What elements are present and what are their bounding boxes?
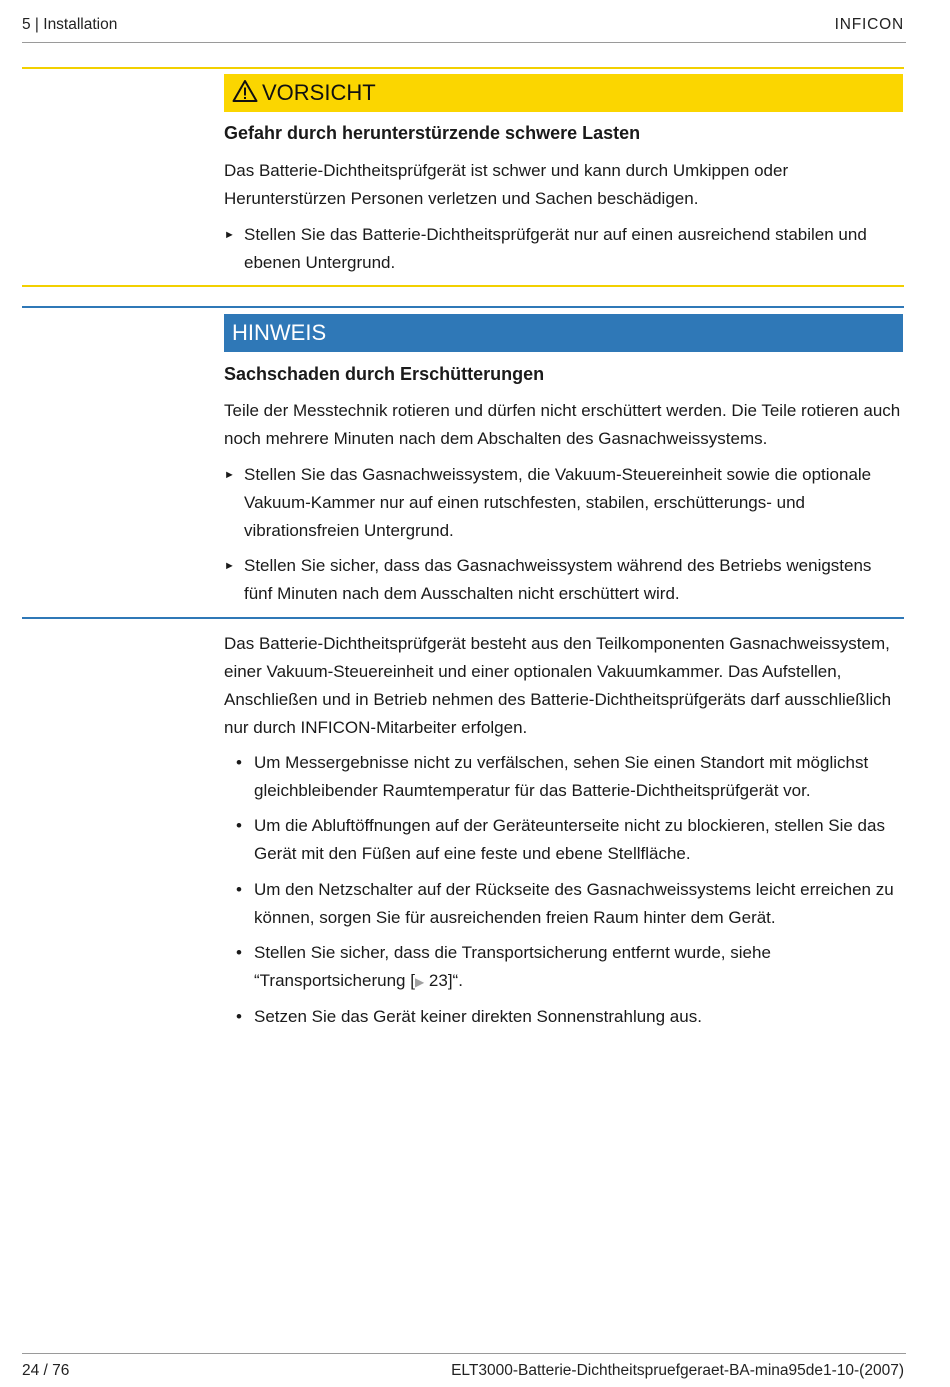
list-item [236, 939, 904, 996]
caution-banner [224, 74, 903, 112]
notice-title: Sachschaden durch Erschütterungen [224, 364, 545, 384]
list-item-text: Um die Abluftöffnungen auf der Geräteunterseite nicht zu blockieren, stellen Sie das Gerät mit den Füßen auf eine feste und ebene Stellfläche. [254, 816, 885, 863]
list-item [236, 1003, 904, 1031]
caution-title: Gefahr durch herunterstürzende schwere Lasten [224, 123, 641, 143]
notice-top-rule [22, 306, 904, 308]
arrow-right-icon: ► [224, 560, 235, 572]
notice-bottom-rule [22, 617, 904, 619]
notice-banner [224, 314, 903, 352]
section-title: 5 | Installation [22, 16, 118, 33]
notice-action-item [224, 552, 904, 608]
bullet-icon: • [236, 753, 242, 772]
cross-reference-arrow-icon: ▶ [414, 975, 425, 989]
page-footer [22, 1353, 906, 1384]
cross-reference-link[interactable]: 23 [428, 971, 448, 990]
list-item [236, 749, 904, 805]
caution-action-item [224, 221, 904, 277]
list-item-text: Setzen Sie das Gerät keiner direkten Sonnenstrahlung aus. [254, 1007, 702, 1026]
arrow-right-icon: ► [224, 229, 235, 241]
page-header [22, 14, 906, 43]
warning-triangle-icon [232, 79, 258, 103]
xref-text-before: Stellen Sie sicher, dass die Transportsicherung entfernt wurde, siehe “Transportsicherung [ [254, 943, 771, 990]
caution-text: Das Batterie-Dichtheitsprüfgerät ist schwer und kann durch Umkippen oder Herunterstürzen Personen verletzen und Sachen beschädigen. [224, 161, 789, 208]
caution-top-rule [22, 67, 904, 69]
intro-paragraph: Das Batterie-Dichtheitsprüfgerät besteht aus den Teilkomponenten Gasnachweissystem, einer Vakuum-Steuereinheit und einer optionalen Vakuumkammer. Das Aufstellen, Anschließen und in Betrieb nehmen des Batterie-Dichtheitsprüfgeräts darf ausschließlich nur durch INFICON-Mitarbeiter erfolgen. [224, 634, 892, 737]
list-item-text: Um Messergebnisse nicht zu verfälschen, sehen Sie einen Standort mit möglichst gleichbleibender Raumtemperatur für das Batterie-Dichtheitsprüfgerät vor. [254, 753, 869, 800]
xref-text-after: ]“. [447, 971, 463, 990]
bullet-icon: • [236, 880, 242, 899]
caution-action-text: Stellen Sie das Batterie-Dichtheitsprüfgerät nur auf einen ausreichend stabilen und ebenen Untergrund. [244, 225, 867, 272]
notice-label: HINWEIS [232, 320, 327, 345]
bullet-icon: • [236, 1007, 242, 1026]
arrow-right-icon: ► [224, 469, 235, 481]
notice-action-text: Stellen Sie sicher, dass das Gasnachweissystem während des Betriebs wenigstens fünf Minuten nach dem Ausschalten nicht erschüttert wird. [244, 556, 872, 603]
bullet-icon: • [236, 816, 242, 835]
list-item [236, 876, 904, 932]
caution-bottom-rule [22, 285, 904, 287]
list-item [236, 812, 904, 868]
notice-action-text: Stellen Sie das Gasnachweissystem, die Vakuum-Steuereinheit sowie die optionale Vakuum-Kammer nur auf einen rutschfesten, stabilen, erschütterungs- und vibrationsfreien Untergrund. [244, 465, 872, 540]
brand-name: INFICON [834, 16, 904, 33]
caution-label: VORSICHT [262, 80, 376, 105]
list-item-text: Um den Netzschalter auf der Rückseite des Gasnachweissystems leicht erreichen zu können, sorgen Sie für ausreichenden freien Raum hinter dem Gerät. [254, 880, 894, 927]
notice-text: Teile der Messtechnik rotieren und dürfen nicht erschüttert werden. Die Teile rotieren auch noch mehrere Minuten nach dem Abschalten des Gasnachweissystems. [224, 401, 901, 448]
document-id: ELT3000-Batterie-Dichtheitspruefgeraet-BA-mina95de1-10-(2007) [451, 1362, 904, 1379]
bullet-icon: • [236, 943, 242, 962]
notice-action-item [224, 461, 904, 545]
page-number: 24 / 76 [22, 1362, 70, 1379]
